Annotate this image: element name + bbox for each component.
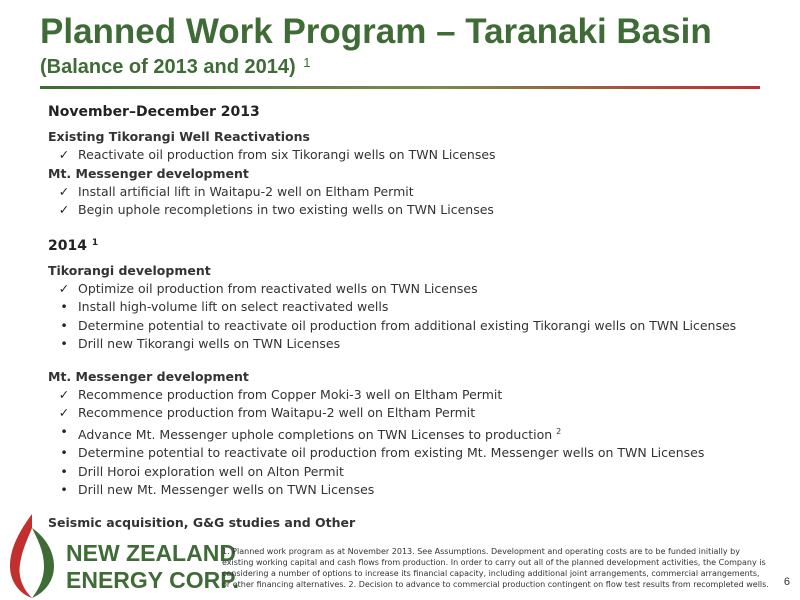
group-subheading: Mt. Messenger development xyxy=(48,165,249,181)
checkmark-icon: ✓ xyxy=(58,405,70,420)
section-heading xyxy=(48,104,778,120)
list-item-text: Reactivate oil production from six Tikorangi wells on TWN Licenses xyxy=(78,147,496,162)
checkmark-icon: ✓ xyxy=(58,202,70,217)
section-heading-footnote-ref: 1 xyxy=(91,237,99,248)
work-program-content xyxy=(48,104,778,532)
bullet-icon: • xyxy=(60,445,68,460)
title-divider xyxy=(40,86,760,89)
bullet-icon: • xyxy=(60,336,68,351)
group-subheading: Existing Tikorangi Well Reactivations xyxy=(48,129,310,144)
list-item xyxy=(48,423,778,445)
list-item-text: Recommence production from Waitapu-2 well on Eltham Permit xyxy=(78,405,476,420)
list-item xyxy=(48,183,778,202)
subtitle-text: (Balance of 2013 and 2014) xyxy=(40,56,296,78)
section-gap xyxy=(48,220,778,238)
subtitle-footnote-ref: 1 xyxy=(303,55,311,70)
list-item xyxy=(48,146,778,165)
list-item-text: Determine potential to reactivate oil production from additional existing Tikorangi wells on TWN Licenses xyxy=(78,317,737,333)
bullet-icon: • xyxy=(60,482,68,497)
list-item-text: Advance Mt. Messenger uphole completions on TWN Licenses to production xyxy=(78,426,553,442)
bullet-icon: • xyxy=(60,317,68,333)
list-item xyxy=(48,444,778,463)
checkmark-icon: ✓ xyxy=(58,386,70,402)
group-gap xyxy=(48,354,778,368)
list-item-text: Drill new Mt. Messenger wells on TWN Licenses xyxy=(78,482,375,497)
group-subheading: Mt. Messenger development xyxy=(48,368,249,384)
group-gap xyxy=(48,500,778,514)
company-name-line1: NEW ZEALAND xyxy=(66,540,236,566)
list-item xyxy=(48,481,778,500)
bullet-icon: • xyxy=(60,463,68,479)
page-number: 6 xyxy=(783,576,790,588)
list-item xyxy=(48,463,778,482)
slide-title: Planned Work Program – Taranaki Basin xyxy=(40,12,712,51)
slide-subtitle xyxy=(40,55,310,79)
footnote: 1. Planned work program as at November 2013. See Assumptions. Development and operating costs are to be funded initially by existing working capital and cash flows from production. In order to carry out all of the planned development activities, the Company is considering a number of options to increase its financial capacity, including additional joint arrangements, commercial arrangements, or other financing alternatives. 2. Decision to advance to commercial production contingent on flow test results from recompleted wells. xyxy=(222,547,769,589)
section-heading xyxy=(48,238,778,254)
list-item-text: Drill new Tikorangi wells on TWN Licenses xyxy=(78,336,341,351)
list-item xyxy=(48,317,778,336)
group-subheading: Tikorangi development xyxy=(48,262,211,278)
section-heading-text: 2014 xyxy=(48,237,87,254)
heading-gap xyxy=(48,254,778,262)
company-logo-flame-icon xyxy=(2,510,62,600)
list-item-footnote-ref: 2 xyxy=(556,426,562,436)
bullet-icon: • xyxy=(60,423,68,439)
list-item-text: Determine potential to reactivate oil production from existing Mt. Messenger wells on TWN Licenses xyxy=(78,445,705,460)
list-item xyxy=(48,201,778,220)
heading-gap xyxy=(48,120,778,128)
checkmark-icon: ✓ xyxy=(58,147,70,162)
list-item-text: Optimize oil production from reactivated wells on TWN Licenses xyxy=(78,280,478,296)
list-item-text: Install artificial lift in Waitapu-2 well on Eltham Permit xyxy=(78,183,414,199)
bullet-icon: • xyxy=(60,299,68,314)
checkmark-icon: ✓ xyxy=(58,183,70,199)
list-item-text: Install high-volume lift on select reactivated wells xyxy=(78,299,389,314)
list-item xyxy=(48,404,778,423)
company-name xyxy=(66,540,239,594)
checkmark-icon: ✓ xyxy=(58,280,70,296)
list-item-text: Begin uphole recompletions in two existing wells on TWN Licenses xyxy=(78,202,494,217)
list-item xyxy=(48,335,778,354)
list-item xyxy=(48,386,778,405)
list-item-text: Drill Horoi exploration well on Alton Permit xyxy=(78,463,344,479)
list-item xyxy=(48,280,778,299)
group-subheading: Seismic acquisition, G&G studies and Other xyxy=(48,514,356,530)
list-item xyxy=(48,298,778,317)
company-name-line2: ENERGY CORP. xyxy=(66,567,239,593)
list-item-text: Recommence production from Copper Moki-3 well on Eltham Permit xyxy=(78,386,503,402)
section-heading-text: November–December 2013 xyxy=(48,104,260,120)
